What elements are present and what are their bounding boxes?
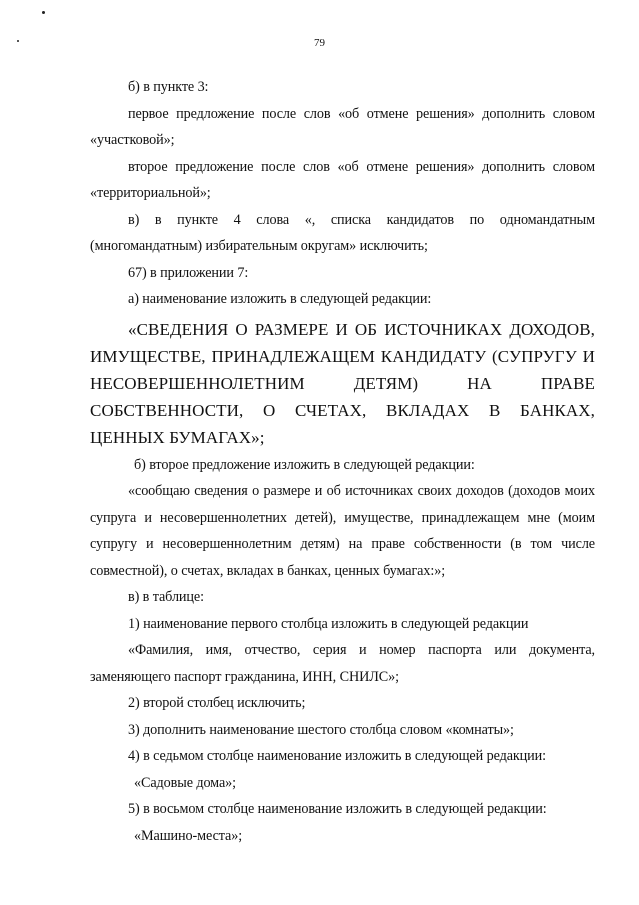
- paragraph: в) в пункте 4 слова «, списка кандидатов по одномандатным (многомандатным) избирательным округам» исключить;: [90, 211, 595, 254]
- paragraph: «Машино-места»;: [134, 827, 243, 844]
- document-body: [90, 74, 595, 849]
- page-number: 79: [314, 37, 325, 49]
- paragraph: второе предложение после слов «об отмене решения» дополнить словом «территориальной»;: [90, 158, 595, 201]
- paragraph: б) второе предложение изложить в следующей редакции:: [134, 456, 475, 473]
- paragraph: 3) дополнить наименование шестого столбца словом «комнаты»;: [128, 721, 514, 738]
- paragraph: 67) в приложении 7:: [128, 264, 249, 281]
- paragraph: 4) в седьмом столбце наименование изложить в следующей редакции:: [128, 748, 547, 765]
- scan-speck: [42, 11, 45, 14]
- paragraph: б) в пункте 3:: [128, 79, 209, 95]
- paragraph: 1) наименование первого столбца изложить в следующей редакции: [128, 615, 529, 632]
- paragraph: 5) в восьмом столбце наименование изложить в следующей редакции:: [128, 801, 547, 818]
- paragraph: 2) второй столбец исключить;: [128, 695, 306, 712]
- paragraph: первое предложение после слов «об отмене решения» дополнить словом «участковой»;: [90, 105, 595, 148]
- paragraph: «сообщаю сведения о размере и об источниках своих доходов (доходов моих супруга и несовершеннолетних детей), имуществе, принадлежащем мне (моим супругу и несовершеннолетним детям) на праве собственности (в том числе совместной), о счетах, вкладах в банках, ценных бумагах:»;: [90, 483, 595, 579]
- paragraph: «Садовые дома»;: [134, 774, 236, 791]
- form-title-caps: «СВЕДЕНИЯ О РАЗМЕРЕ И ОБ ИСТОЧНИКАХ ДОХОДОВ, ИМУЩЕСТВЕ, ПРИНАДЛЕЖАЩЕМ КАНДИДАТУ (СУПРУГУ И НЕСОВЕРШЕННОЛЕТНИМ ДЕТЯМ) НА ПРАВЕ СОБСТВЕННОСТИ, О СЧЕТАХ, ВКЛАДАХ В БАНКАХ, ЦЕННЫХ БУМАГАХ»;: [90, 319, 595, 448]
- paragraph: «Фамилия, имя, отчество, серия и номер паспорта или документа, заменяющего паспорт гражданина, ИНН, СНИЛС»;: [90, 642, 595, 685]
- paragraph: в) в таблице:: [128, 589, 204, 606]
- paragraph: а) наименование изложить в следующей редакции:: [128, 291, 432, 307]
